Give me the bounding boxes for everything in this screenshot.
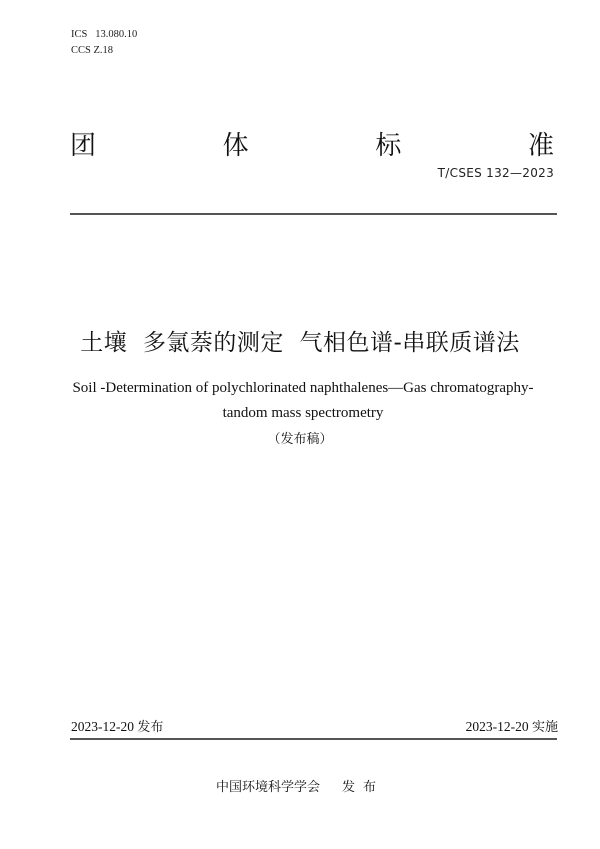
publish-date-block: [71, 716, 163, 735]
implement-date-block: [466, 716, 558, 735]
document-title-chinese: 土壤 多氯萘的测定 气相色谱-串联质谱法: [80, 330, 520, 356]
publisher-action: 发布: [342, 780, 385, 795]
document-title-english: Soil -Determination of polychlorinated naphthalenes—Gas chromatography-tandom mass spectrometry: [72, 380, 534, 421]
ics-code: 13.080.10: [95, 29, 138, 40]
ccs-code: Z.18: [93, 45, 114, 56]
standard-number: T/CSES 132—2023: [437, 166, 554, 180]
implement-date: 2023-12-20: [465, 719, 529, 734]
publisher-line: [0, 776, 600, 795]
ccs-label: CCS: [71, 45, 91, 56]
standard-type-heading: [70, 130, 554, 162]
publish-label: 发布: [137, 720, 164, 735]
publisher-name: 中国环境科学学会: [215, 780, 320, 795]
ics-code-row: [71, 27, 137, 43]
standard-type-char: 准: [527, 131, 554, 161]
draft-status-label: （发布稿）: [267, 432, 333, 447]
standard-type-char: 体: [222, 131, 249, 161]
standard-type-char: 团: [70, 131, 97, 161]
publish-date: 2023-12-20: [71, 719, 134, 734]
implement-label: 实施: [531, 720, 558, 735]
ccs-code-row: [71, 43, 137, 59]
classification-codes: [71, 27, 137, 59]
top-divider: [70, 213, 557, 215]
bottom-divider: [70, 738, 557, 740]
ics-label: ICS: [71, 29, 88, 40]
standard-type-char: 标: [375, 131, 402, 161]
